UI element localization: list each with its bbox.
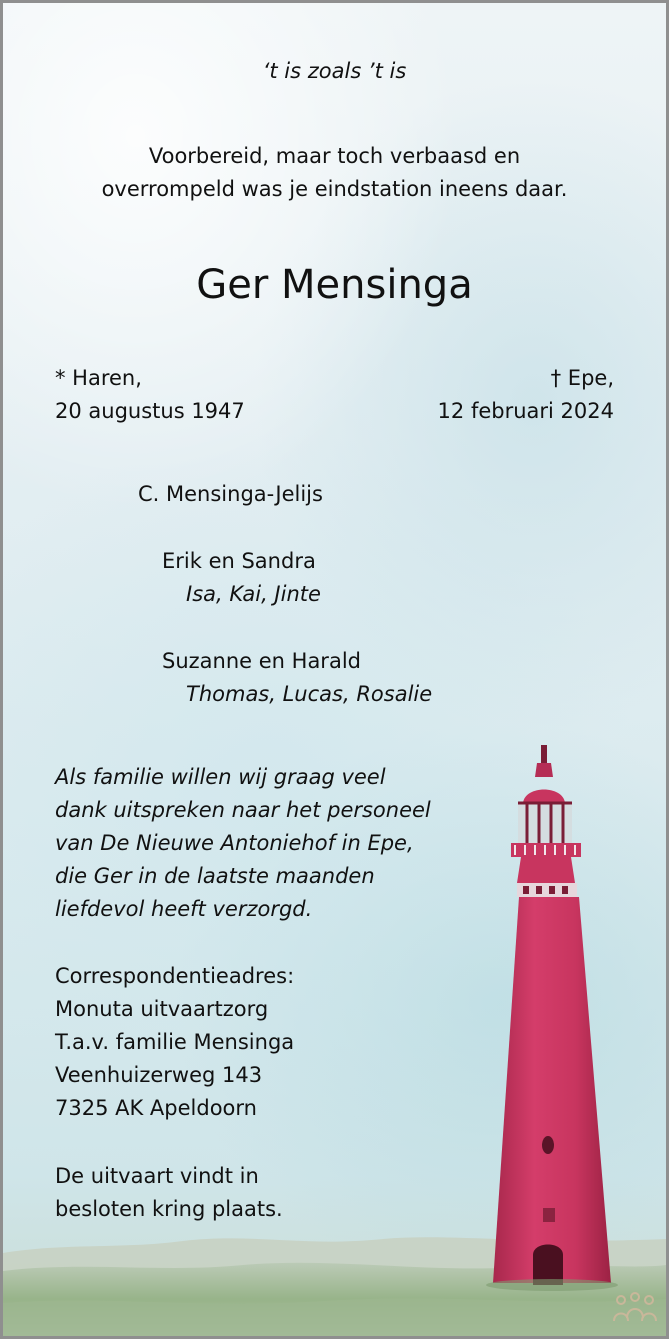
poem-line: overrompeld was je eindstation ineens daar. <box>101 177 568 201</box>
child-couple: Suzanne en Harald <box>162 649 361 673</box>
address-line: Veenhuizerweg 143 <box>55 1063 263 1087</box>
spouse-name: C. Mensinga-Jelijs <box>138 482 323 506</box>
address-line: Correspondentieadres: <box>55 964 295 988</box>
poem-line: Voorbereid, maar toch verbaasd en <box>148 144 521 168</box>
grandchildren: Thomas, Lucas, Rosalie <box>186 682 433 706</box>
family-circles-logo <box>611 1291 659 1329</box>
funeral-line: De uitvaart vindt in <box>55 1164 259 1188</box>
thanks-line: Als familie willen wij graag veel <box>55 765 386 789</box>
foreground-grass <box>3 1298 666 1336</box>
birth-place: * Haren, <box>55 366 142 390</box>
grandchildren: Isa, Kai, Jinte <box>186 582 321 606</box>
death-place: † Epe, <box>550 366 614 390</box>
funeral-line: besloten kring plaats. <box>55 1197 283 1221</box>
thanks-line: liefdevol heeft verzorgd. <box>55 897 313 921</box>
deceased-name: Ger Mensinga <box>196 262 473 308</box>
death-date: 12 februari 2024 <box>437 399 614 423</box>
birth-date: 20 augustus 1947 <box>55 399 245 423</box>
address-line: 7325 AK Apeldoorn <box>55 1096 257 1120</box>
motto: ‘t is zoals ’t is <box>262 59 407 83</box>
address-line: T.a.v. familie Mensinga <box>55 1030 295 1054</box>
address-line: Monuta uitvaartzorg <box>55 997 269 1021</box>
thanks-line: die Ger in de laatste maanden <box>55 864 375 888</box>
lighthouse-illustration <box>486 745 618 1291</box>
child-couple: Erik en Sandra <box>162 549 316 573</box>
thanks-line: van De Nieuwe Antoniehof in Epe, <box>55 831 414 855</box>
thanks-line: dank uitspreken naar het personeel <box>55 798 431 822</box>
